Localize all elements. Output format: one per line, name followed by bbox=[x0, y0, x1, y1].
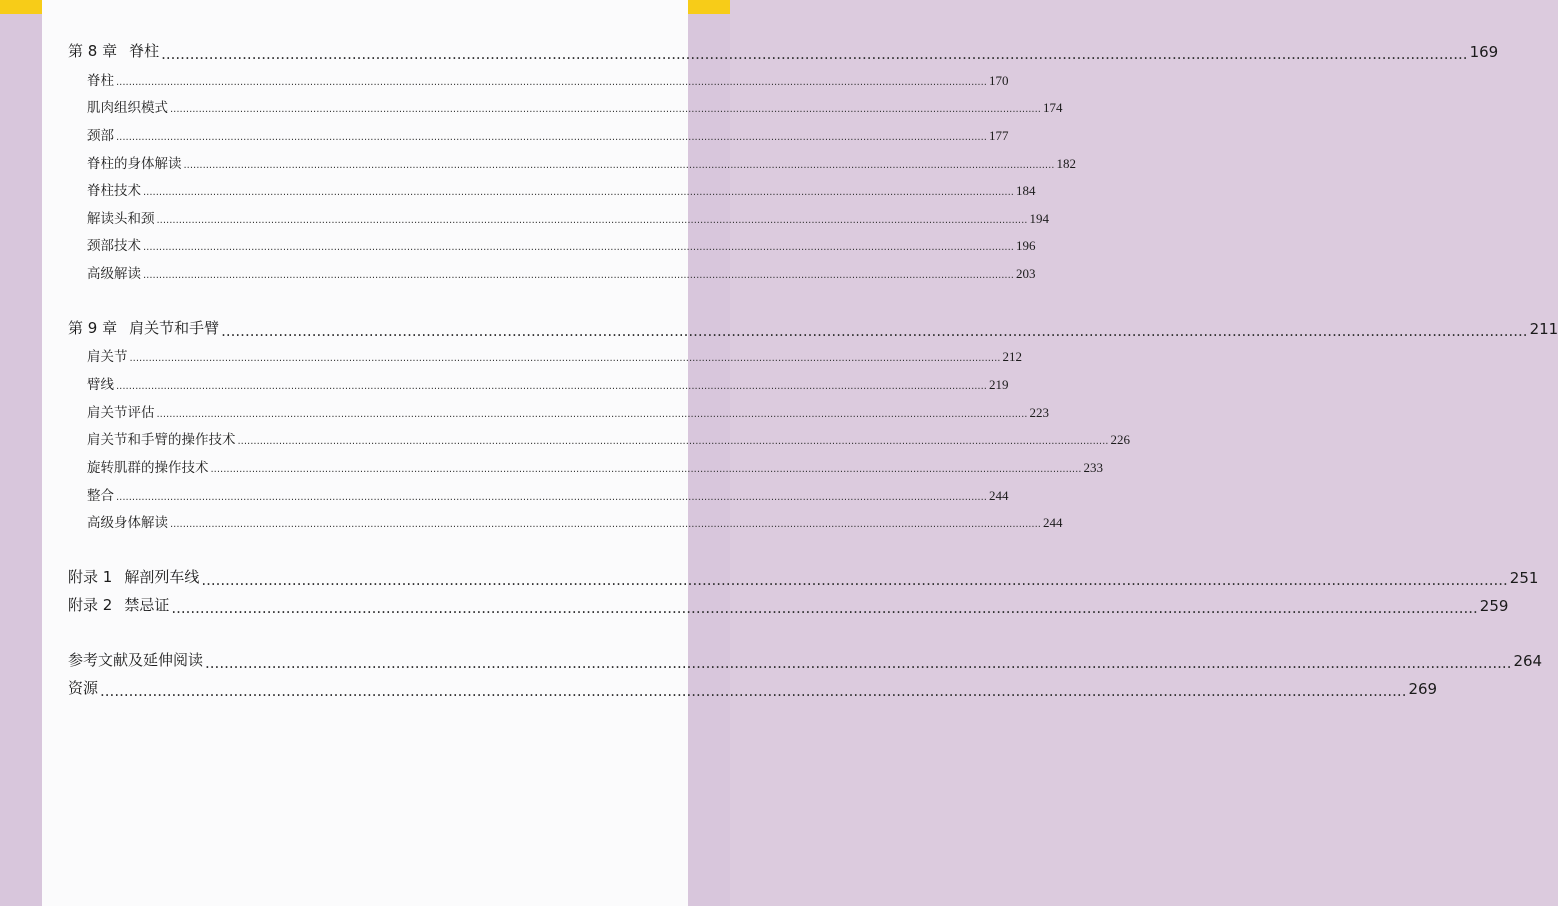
page-number: 244 bbox=[1042, 515, 1063, 530]
toc-entry[interactable] bbox=[87, 373, 1009, 393]
page-number: 251 bbox=[1509, 569, 1539, 587]
dot-leader: .................................................................................................................................................................................................................................................................................. bbox=[156, 409, 1028, 420]
dot-leader: .................................................................................................................................................................................................................................................................................. bbox=[129, 353, 1001, 364]
toc-entry[interactable] bbox=[87, 234, 1036, 254]
dot-leader: .................................................................................................................................................................................................................................................................................. bbox=[143, 242, 1014, 253]
entry-title: 肌肉组织模式 bbox=[87, 100, 168, 116]
chapter-label: 第 8 章 bbox=[68, 42, 118, 60]
appendix-2-entry[interactable] bbox=[68, 594, 1509, 617]
toc-entry[interactable] bbox=[87, 345, 1022, 365]
dot-leader: .................................................................................................................................................................................................................................................................................. bbox=[205, 654, 1512, 672]
entry-title: 颈部 bbox=[87, 128, 114, 144]
dot-leader: .................................................................................................................................................................................................................................................................................. bbox=[143, 187, 1014, 198]
references-entry[interactable] bbox=[68, 649, 1543, 672]
toc-entry[interactable] bbox=[87, 207, 1049, 227]
page-number: 212 bbox=[1002, 349, 1022, 364]
dot-leader: .................................................................................................................................................................................................................................................................................. bbox=[161, 45, 1468, 63]
entry-title: 脊柱技术 bbox=[87, 183, 141, 199]
chapter-title: 脊柱 bbox=[129, 42, 160, 60]
appendix-title: 禁忌证 bbox=[124, 596, 170, 614]
dot-leader: .................................................................................................................................................................................................................................................................................. bbox=[116, 492, 987, 503]
page-number: 259 bbox=[1479, 597, 1509, 615]
page-number: 170 bbox=[988, 73, 1009, 88]
page-number: 223 bbox=[1029, 405, 1049, 420]
dot-leader: .................................................................................................................................................................................................................................................................................. bbox=[116, 381, 987, 392]
right-top-strip bbox=[688, 0, 730, 14]
entry-title: 高级解读 bbox=[87, 266, 141, 282]
entry-title: 肩关节评估 bbox=[87, 405, 155, 421]
dot-leader: .................................................................................................................................................................................................................................................................................. bbox=[171, 599, 1478, 617]
dot-leader: .................................................................................................................................................................................................................................................................................. bbox=[201, 571, 1508, 589]
page-number: 196 bbox=[1015, 238, 1036, 253]
left-top-strip bbox=[0, 0, 42, 14]
chapter-8-entry[interactable] bbox=[68, 40, 1499, 63]
toc-entry[interactable] bbox=[87, 428, 1130, 448]
toc-entry[interactable] bbox=[87, 511, 1063, 531]
dot-leader: .................................................................................................................................................................................................................................................................................. bbox=[116, 132, 987, 143]
dot-leader: .................................................................................................................................................................................................................................................................................. bbox=[170, 519, 1041, 530]
dot-leader: .................................................................................................................................................................................................................................................................................. bbox=[237, 436, 1109, 447]
left-margin-panel bbox=[0, 0, 42, 906]
appendix-1-entry[interactable] bbox=[68, 566, 1539, 589]
page-number: 184 bbox=[1015, 183, 1036, 198]
entry-title: 臂线 bbox=[87, 377, 114, 393]
page-number: 174 bbox=[1042, 100, 1063, 115]
toc-entry[interactable] bbox=[87, 262, 1036, 282]
entry-title: 旋转肌群的操作技术 bbox=[87, 460, 209, 476]
page-number: 177 bbox=[988, 128, 1009, 143]
entry-title: 脊柱 bbox=[87, 73, 114, 89]
page-number: 269 bbox=[1408, 680, 1438, 698]
dot-leader: .................................................................................................................................................................................................................................................................................. bbox=[221, 322, 1528, 340]
entry-title: 解读头和颈 bbox=[87, 211, 155, 227]
dot-leader: .................................................................................................................................................................................................................................................................................. bbox=[100, 682, 1407, 700]
dot-leader: .................................................................................................................................................................................................................................................................................. bbox=[143, 270, 1014, 281]
entry-title: 高级身体解读 bbox=[87, 515, 168, 531]
appendix-label: 附录 1 bbox=[68, 568, 113, 586]
page-number: 244 bbox=[988, 488, 1009, 503]
resources-title: 资源 bbox=[68, 679, 99, 697]
toc-entry[interactable] bbox=[87, 124, 1009, 144]
page-number: 211 bbox=[1529, 320, 1558, 338]
dot-leader: .................................................................................................................................................................................................................................................................................. bbox=[170, 104, 1041, 115]
references-title: 参考文献及延伸阅读 bbox=[68, 651, 204, 669]
dot-leader: .................................................................................................................................................................................................................................................................................. bbox=[156, 215, 1028, 226]
resources-entry[interactable] bbox=[68, 677, 1438, 700]
chapter-9-entry[interactable] bbox=[68, 317, 1558, 340]
chapter-title: 肩关节和手臂 bbox=[129, 319, 220, 337]
toc-page bbox=[42, 0, 1558, 906]
dot-leader: .................................................................................................................................................................................................................................................................................. bbox=[116, 77, 987, 88]
appendix-label: 附录 2 bbox=[68, 596, 113, 614]
toc-entry[interactable] bbox=[87, 96, 1063, 116]
appendix-title: 解剖列车线 bbox=[124, 568, 200, 586]
entry-title: 颈部技术 bbox=[87, 238, 141, 254]
page-number: 264 bbox=[1513, 652, 1543, 670]
dot-leader: .................................................................................................................................................................................................................................................................................. bbox=[210, 464, 1082, 475]
page-number: 182 bbox=[1056, 156, 1076, 171]
toc-entry[interactable] bbox=[87, 401, 1049, 421]
entry-title: 脊柱的身体解读 bbox=[87, 156, 182, 172]
entry-title: 整合 bbox=[87, 488, 114, 504]
page-number: 169 bbox=[1469, 43, 1499, 61]
page-number: 226 bbox=[1110, 432, 1130, 447]
toc-entry[interactable] bbox=[87, 484, 1009, 504]
toc-entry[interactable] bbox=[87, 152, 1076, 172]
toc-entry[interactable] bbox=[87, 69, 1009, 89]
page-number: 233 bbox=[1083, 460, 1103, 475]
entry-title: 肩关节和手臂的操作技术 bbox=[87, 432, 236, 448]
toc-entry[interactable] bbox=[87, 456, 1103, 476]
dot-leader: .................................................................................................................................................................................................................................................................................. bbox=[183, 160, 1055, 171]
chapter-label: 第 9 章 bbox=[68, 319, 118, 337]
page-number: 203 bbox=[1015, 266, 1036, 281]
toc-entry[interactable] bbox=[87, 179, 1036, 199]
page-number: 219 bbox=[988, 377, 1009, 392]
entry-title: 肩关节 bbox=[87, 349, 128, 365]
page-number: 194 bbox=[1029, 211, 1049, 226]
